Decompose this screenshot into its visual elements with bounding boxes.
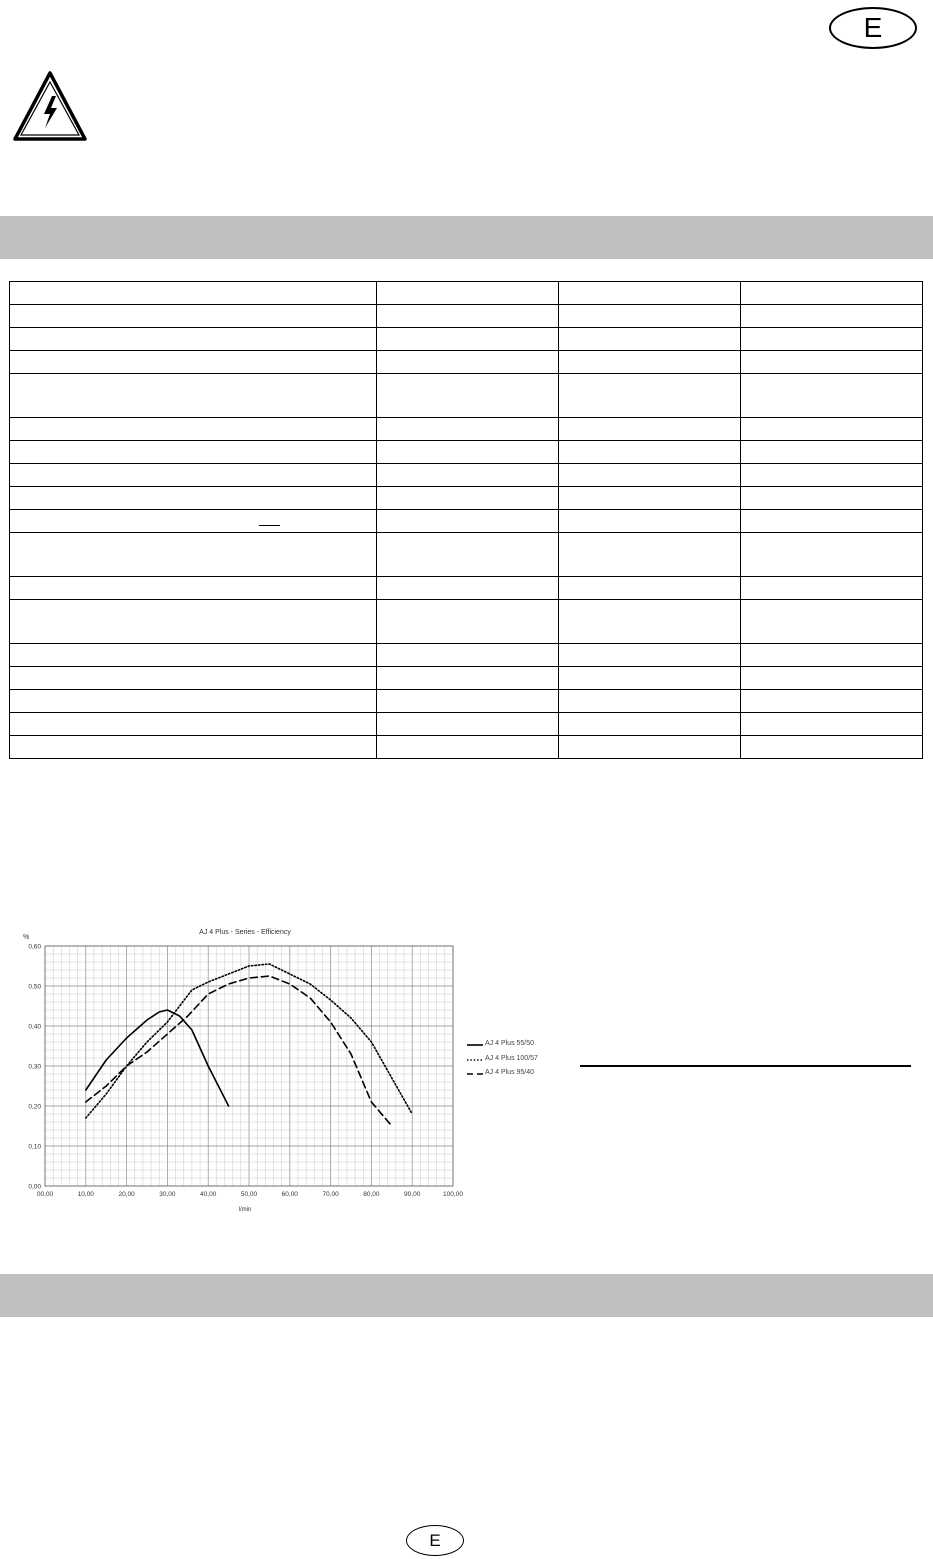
y-tick-label: 0,00 bbox=[28, 1183, 41, 1191]
table-cell bbox=[377, 464, 559, 487]
legend-item bbox=[466, 1069, 586, 1079]
x-tick-label: 50,00 bbox=[240, 1191, 258, 1198]
table-cell bbox=[741, 577, 923, 600]
table-cell bbox=[377, 441, 559, 464]
y-tick-label: 0,10 bbox=[28, 1143, 41, 1151]
table-cell bbox=[377, 374, 559, 418]
table-cell bbox=[559, 690, 741, 713]
table-cell bbox=[741, 441, 923, 464]
language-badge: E bbox=[406, 1525, 464, 1556]
legend-label: AJ 4 Plus 95/40 bbox=[485, 1069, 535, 1076]
table-cell bbox=[741, 464, 923, 487]
x-tick-label: 100,00 bbox=[443, 1191, 463, 1198]
table-cell bbox=[741, 305, 923, 328]
table-cell bbox=[559, 464, 741, 487]
table-cell bbox=[10, 577, 377, 600]
table-cell bbox=[10, 464, 377, 487]
table-cell bbox=[559, 577, 741, 600]
table-cell bbox=[10, 418, 377, 441]
table-cell bbox=[377, 510, 559, 533]
table-cell bbox=[377, 305, 559, 328]
table-cell bbox=[741, 374, 923, 418]
legend-label: AJ 4 Plus 55/50 bbox=[485, 1040, 535, 1047]
table-cell bbox=[10, 667, 377, 690]
table-row bbox=[10, 510, 923, 533]
legend-label: AJ 4 Plus 100/57 bbox=[485, 1055, 538, 1062]
table-cell bbox=[10, 305, 377, 328]
table-cell bbox=[559, 487, 741, 510]
table-cell bbox=[377, 533, 559, 577]
table-cell bbox=[559, 374, 741, 418]
table-cell bbox=[741, 736, 923, 759]
table-cell bbox=[377, 351, 559, 374]
table-cell bbox=[559, 351, 741, 374]
table-cell bbox=[377, 644, 559, 667]
table-cell bbox=[741, 418, 923, 441]
table-cell bbox=[559, 644, 741, 667]
table-cell bbox=[559, 533, 741, 577]
table-row bbox=[10, 487, 923, 510]
y-tick-label: 0,40 bbox=[28, 1023, 41, 1031]
table-cell bbox=[741, 713, 923, 736]
table-cell bbox=[741, 351, 923, 374]
legend-item bbox=[466, 1040, 586, 1050]
table-cell bbox=[559, 418, 741, 441]
y-axis-label: % bbox=[23, 934, 30, 941]
table-cell bbox=[741, 644, 923, 667]
table-cell bbox=[10, 644, 377, 667]
electrical-hazard-icon bbox=[12, 70, 88, 142]
legend-item bbox=[466, 1055, 586, 1065]
x-tick-label: 20,00 bbox=[118, 1191, 135, 1198]
table-cell bbox=[559, 305, 741, 328]
table-row bbox=[10, 713, 923, 736]
table-row bbox=[10, 418, 923, 441]
section-header-bar bbox=[0, 1274, 933, 1317]
chart-title: AJ 4 Plus - Series - Efficiency bbox=[199, 929, 291, 936]
table-cell bbox=[10, 328, 377, 351]
table-cell bbox=[741, 690, 923, 713]
efficiency-chart bbox=[8, 920, 468, 1220]
x-tick-label: 60,00 bbox=[281, 1191, 298, 1198]
y-tick-label: 0,30 bbox=[28, 1063, 41, 1071]
table-cell bbox=[377, 577, 559, 600]
table-cell bbox=[377, 600, 559, 644]
language-badge: E bbox=[829, 7, 917, 49]
x-tick-label: 00,00 bbox=[36, 1191, 54, 1198]
table-cell bbox=[10, 441, 377, 464]
table-row bbox=[10, 282, 923, 305]
x-tick-label: 90,00 bbox=[404, 1191, 421, 1198]
table-row bbox=[10, 736, 923, 759]
table-cell bbox=[741, 600, 923, 644]
table-cell bbox=[377, 736, 559, 759]
x-axis-label: l/min bbox=[238, 1207, 252, 1213]
table-cell bbox=[741, 533, 923, 577]
table-row bbox=[10, 690, 923, 713]
table-cell bbox=[10, 351, 377, 374]
signature-line bbox=[580, 1065, 911, 1067]
table-cell bbox=[10, 690, 377, 713]
table-row bbox=[10, 441, 923, 464]
table-cell bbox=[10, 282, 377, 305]
table-cell bbox=[559, 282, 741, 305]
table-cell bbox=[741, 487, 923, 510]
table-row bbox=[10, 464, 923, 487]
table-row bbox=[10, 374, 923, 418]
table-row bbox=[10, 328, 923, 351]
table-cell bbox=[559, 441, 741, 464]
table-cell bbox=[741, 510, 923, 533]
table-cell bbox=[741, 328, 923, 351]
table-cell bbox=[10, 600, 377, 644]
table-cell bbox=[741, 667, 923, 690]
table-cell bbox=[10, 374, 377, 418]
specification-table bbox=[9, 281, 923, 759]
table-row bbox=[10, 644, 923, 667]
table-cell bbox=[10, 713, 377, 736]
table-row bbox=[10, 600, 923, 644]
y-tick-label: 0,60 bbox=[28, 943, 41, 951]
table-cell bbox=[377, 667, 559, 690]
table-cell bbox=[377, 713, 559, 736]
table-cell bbox=[377, 418, 559, 441]
section-header-bar bbox=[0, 216, 933, 259]
table-cell bbox=[559, 510, 741, 533]
table-cell bbox=[377, 282, 559, 305]
table-cell bbox=[377, 487, 559, 510]
table-cell bbox=[741, 282, 923, 305]
x-tick-label: 70,00 bbox=[322, 1191, 339, 1198]
table-row bbox=[10, 305, 923, 328]
table-cell bbox=[377, 328, 559, 351]
y-tick-label: 0,20 bbox=[28, 1103, 41, 1111]
x-tick-label: 40,00 bbox=[200, 1191, 217, 1198]
table-row bbox=[10, 577, 923, 600]
table-cell bbox=[10, 487, 377, 510]
table-cell bbox=[10, 510, 377, 533]
table-row bbox=[10, 667, 923, 690]
series-line-dashed bbox=[86, 976, 392, 1126]
table-cell bbox=[559, 667, 741, 690]
underline-mark bbox=[259, 525, 280, 526]
table-cell bbox=[10, 736, 377, 759]
table-row bbox=[10, 351, 923, 374]
x-tick-label: 10,00 bbox=[77, 1191, 94, 1198]
table-row bbox=[10, 533, 923, 577]
table-cell bbox=[559, 713, 741, 736]
x-tick-label: 80,00 bbox=[363, 1191, 380, 1198]
y-tick-label: 0,50 bbox=[28, 983, 41, 991]
table-cell bbox=[559, 600, 741, 644]
table-cell bbox=[559, 328, 741, 351]
x-tick-label: 30,00 bbox=[159, 1191, 176, 1198]
table-cell bbox=[10, 533, 377, 577]
table-cell bbox=[559, 736, 741, 759]
table-cell bbox=[377, 690, 559, 713]
